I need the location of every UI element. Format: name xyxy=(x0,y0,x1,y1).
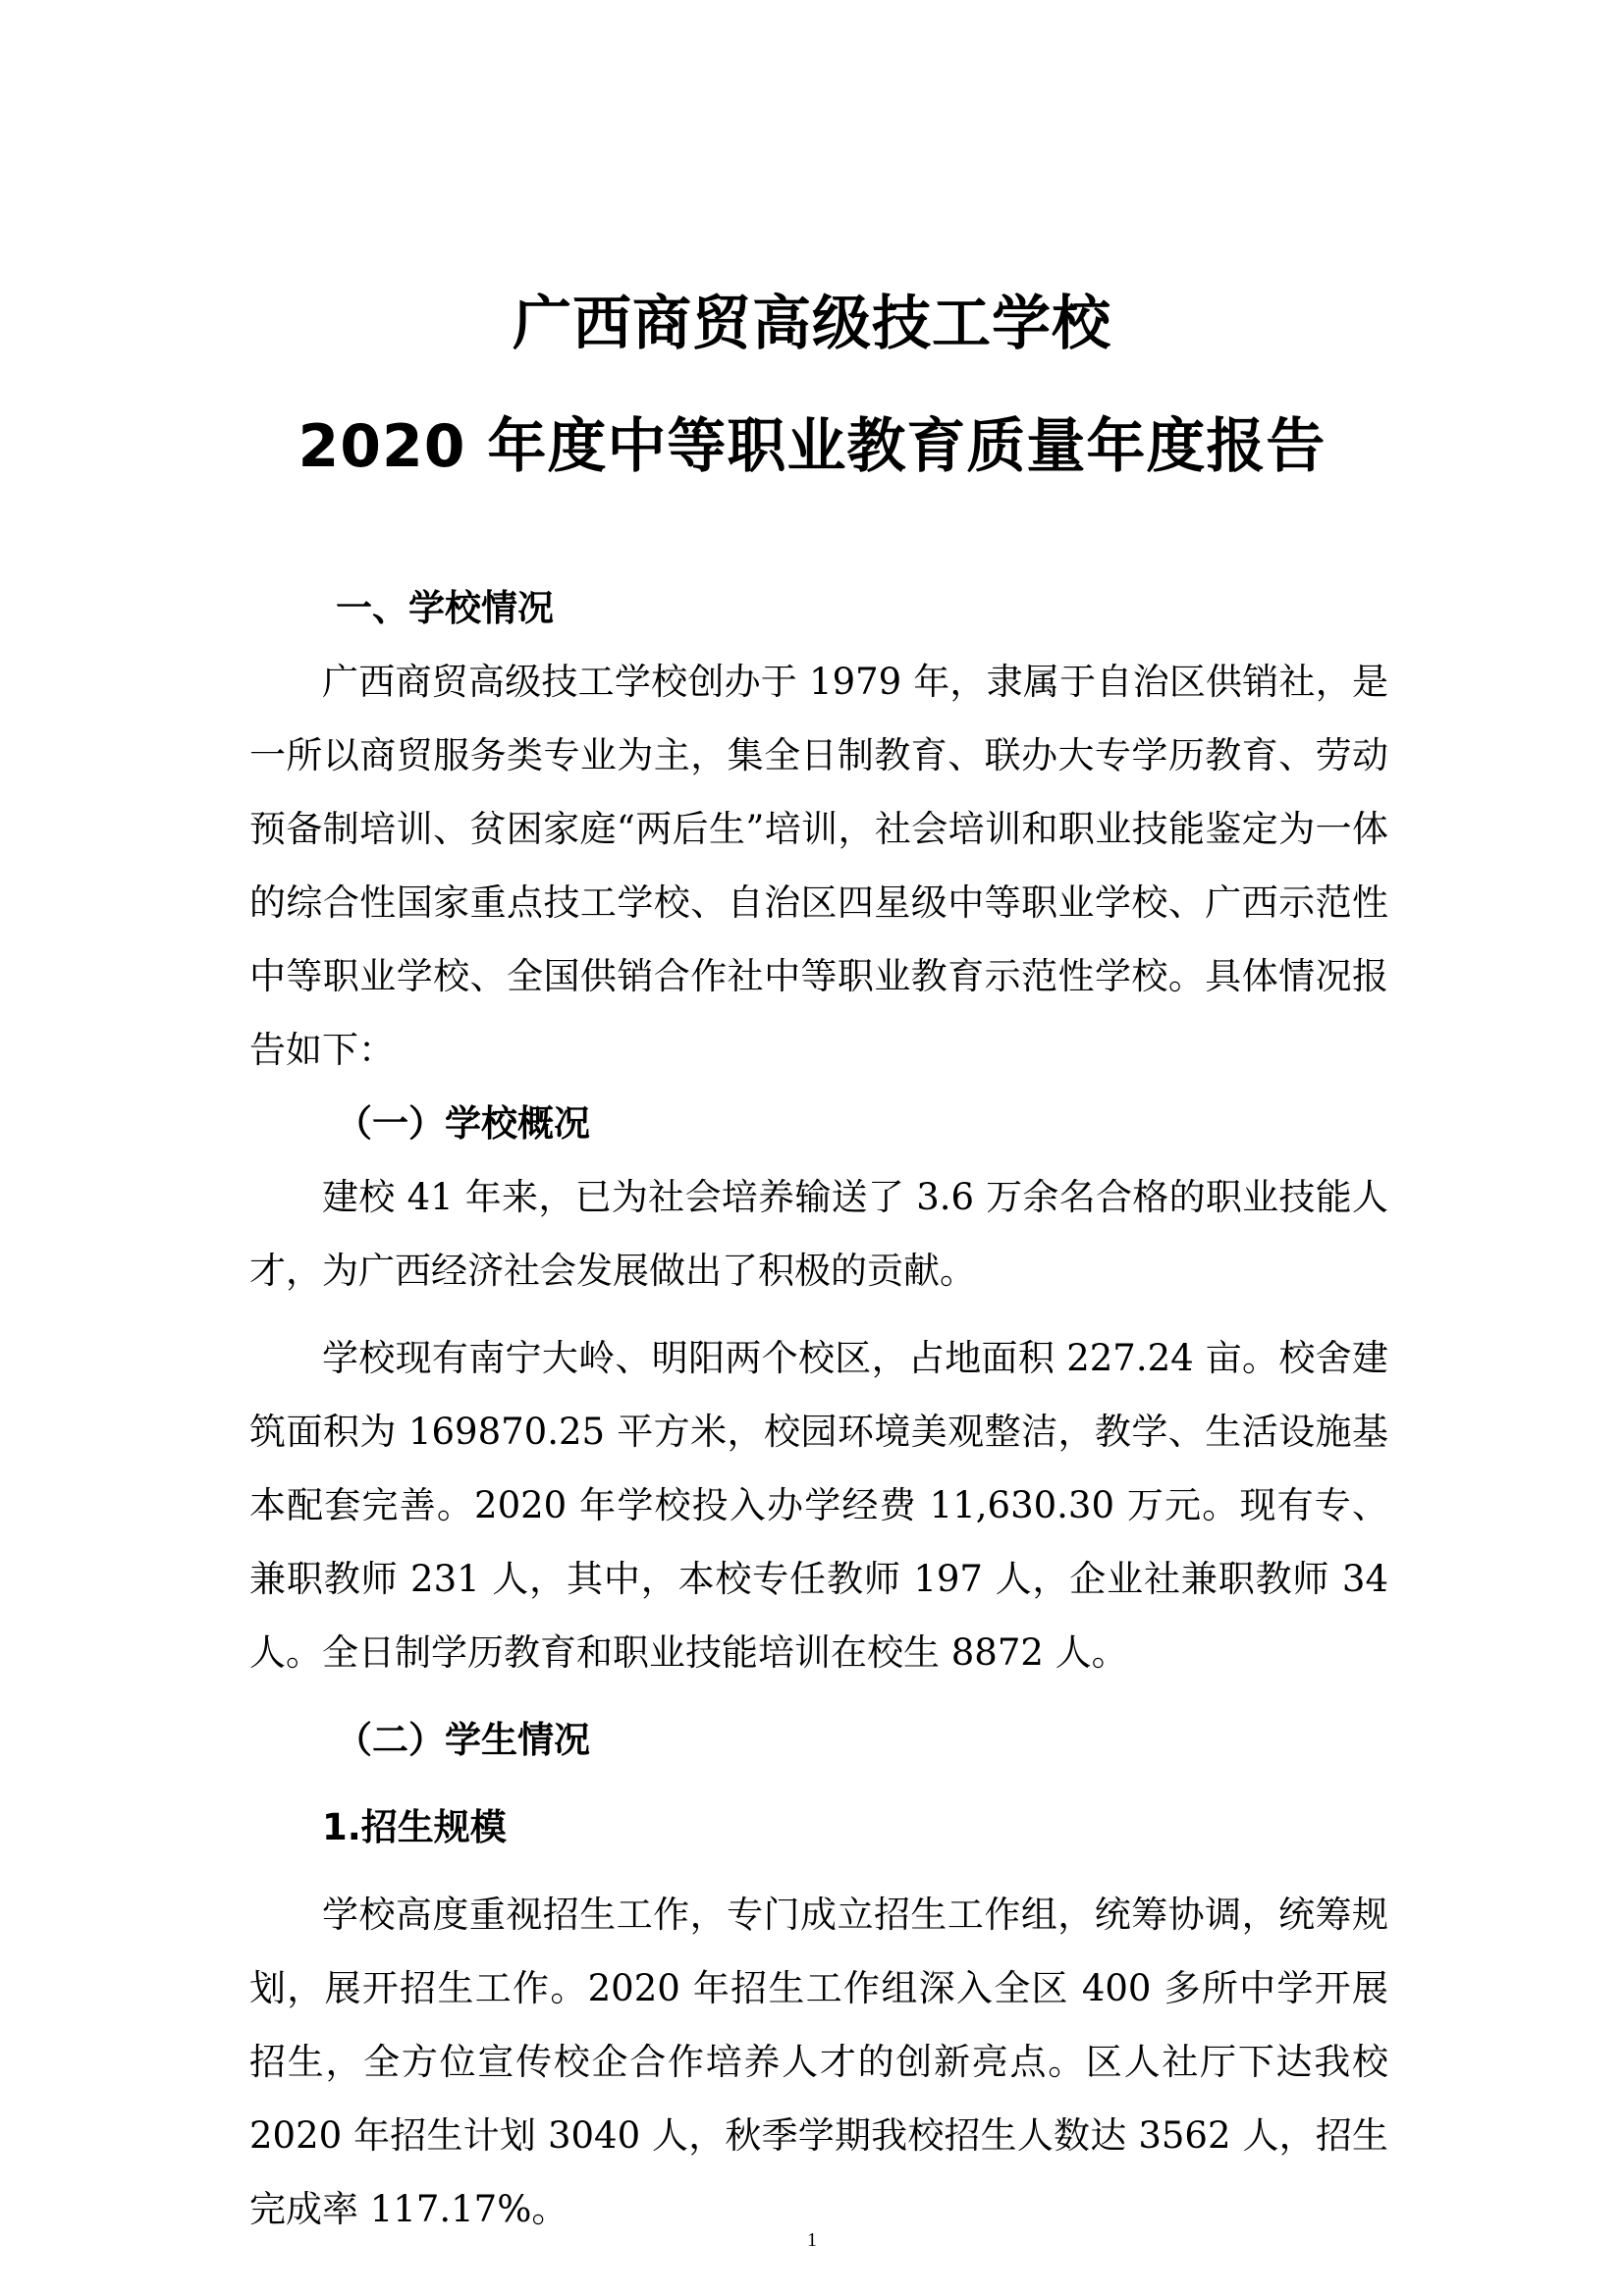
report-title-school: 广西商贸高级技工学校 xyxy=(513,290,1111,358)
paragraph-school-history: 建校 41 年来，已为社会培养输送了 3.6 万余名合格的职业技能人才，为广西经济社会发展做出了积极的贡献。 xyxy=(249,1176,1388,1292)
paragraph-school-intro: 广西商贸高级技工学校创办于 1979 年，隶属于自治区供销社，是一所以商贸服务类专业为主，集全日制教育、联办大专学历教育、劳动预备制培训、贫困家庭“两后生”培训，社会培训和职业技能鉴定为一体的综合性国家重点技工学校、自治区四星级中等职业学校、广西示范性中等职业学校、全国供销合作社中等职业教育示范性学校。具体情况报告如下： xyxy=(249,661,1388,1071)
paragraph-school-facilities: 学校现有南宁大岭、明阳两个校区，占地面积 227.24 亩。校舍建筑面积为 169870.25 平方米，校园环境美观整洁，教学、生活设施基本配套完善。2020 年学校投入办学经费 11,630.30 万元。现有专、兼职教师 231 人，其中，本校专任教师 197 人，企业社兼职教师 34 人。全日制学历教育和职业技能培训在校生 8872 人。 xyxy=(249,1337,1388,1674)
subsection-heading-student-situation: （二）学生情况 xyxy=(336,1719,590,1761)
item-heading-enrollment-scale: 1.招生规模 xyxy=(322,1806,507,1848)
report-title-year: 2020 年度中等职业教育质量年度报告 xyxy=(298,412,1326,481)
subsection-heading-school-overview: （一）学校概况 xyxy=(336,1102,590,1145)
report-body xyxy=(249,571,1388,2246)
paragraph-enrollment: 学校高度重视招生工作，专门成立招生工作组，统筹协调，统筹规划，展开招生工作。2020 年招生工作组深入全区 400 多所中学开展招生，全方位宣传校企合作培养人才的创新亮点。区人社厅下达我校 2020 年招生计划 3040 人，秋季学期我校招生人数达 3562 人，招生完成率 117.17%。 xyxy=(249,1894,1388,2230)
page-number: 1 xyxy=(807,2229,817,2251)
section-heading-school-situation: 一、学校情况 xyxy=(336,587,554,629)
